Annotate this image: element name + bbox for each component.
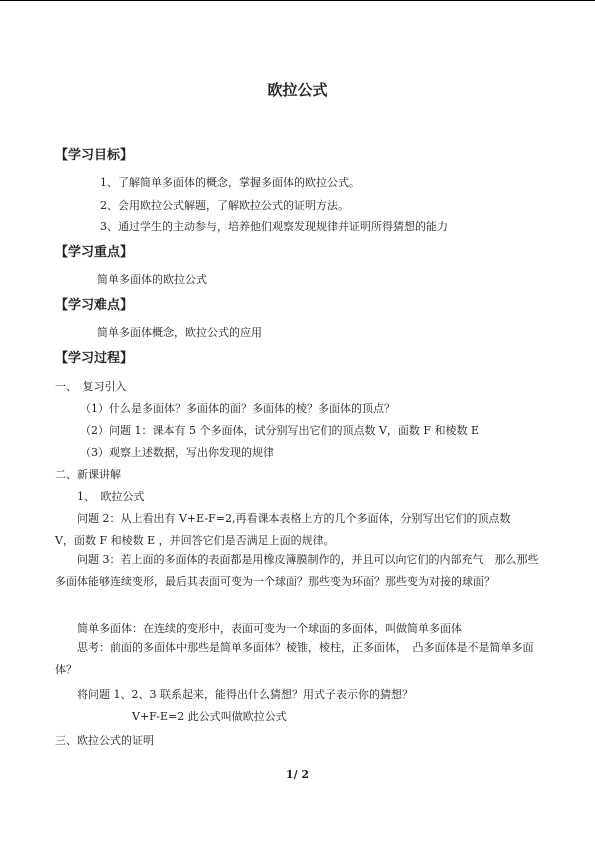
difficulty-text: 简单多面体概念，欧拉公式的应用 bbox=[97, 326, 262, 339]
question-3: （3）观察上述数据，写出你发现的规律 bbox=[80, 446, 274, 459]
think-paragraph: 思考：前面的多面体中那些是简单多面体？棱锥，棱柱，正多面体， 凸多面体是不是简单多面体？ bbox=[55, 641, 534, 676]
page-title: 欧拉公式 bbox=[267, 81, 328, 99]
section-heading-key-points: 【学习重点】 bbox=[55, 245, 134, 260]
question-2: （2）问题 1：课本有 5 个多面体，试分别写出它们的顶点数 V，面数 F 和棱数 E bbox=[80, 424, 480, 437]
problem-3-paragraph: 问题 3：若上面的多面体的表面都是用橡皮簿膜制作的，并且可以向它们的内部充气 那么那些多面体能够连续变形，最后其表面可变为一个球面？那些变为环面？那些变为对接的球面？ bbox=[55, 553, 539, 588]
simple-polyhedron-definition: 简单多面体：在连续的变形中，表面可变为一个球面的多面体，叫做简单多面体 bbox=[77, 622, 462, 635]
part3-title: 三、欧拉公式的证明 bbox=[55, 734, 154, 747]
section-heading-process: 【学习过程】 bbox=[55, 351, 134, 366]
problem-2-line-1: 问题 2：从上看出有 V+E-F=2,再看课本表格上方的几个多面体，分别写出它们的顶点数 bbox=[77, 512, 511, 525]
page-number: 1/ 2 bbox=[285, 768, 310, 781]
section-heading-goals: 【学习目标】 bbox=[55, 148, 134, 163]
connect-question: 将问题 1、2、3 联系起来，能得出什么猜想？用式子表示你的猜想？ bbox=[77, 688, 413, 701]
goal-item-3: 3、通过学生的主动参与，培养他们观察发现规律并证明所得猜想的能力 bbox=[100, 220, 448, 233]
problem-2-line-2: V，面数 F 和棱数 E ，并回答它们是否满足上面的规律。 bbox=[55, 534, 335, 547]
goal-item-1: 1、了解简单多面体的概念，掌握多面体的欧拉公式。 bbox=[100, 176, 360, 189]
goal-item-2: 2、会用欧拉公式解题，了解欧拉公式的证明方法。 bbox=[100, 199, 349, 212]
euler-formula: V+F-E=2 此公式叫做欧拉公式 bbox=[132, 710, 287, 723]
top-border-line bbox=[0, 0, 595, 1]
section-heading-difficulties: 【学习难点】 bbox=[55, 298, 134, 313]
key-point-text: 简单多面体的欧拉公式 bbox=[97, 273, 207, 286]
part2-title: 二、新课讲解 bbox=[55, 468, 121, 481]
part1-title: 一、 复习引入 bbox=[55, 380, 127, 393]
subsection-1-title: 1、 欧拉公式 bbox=[77, 490, 145, 503]
question-1: （1）什么是多面体？多面体的面？多面体的棱？多面体的顶点？ bbox=[80, 402, 395, 415]
